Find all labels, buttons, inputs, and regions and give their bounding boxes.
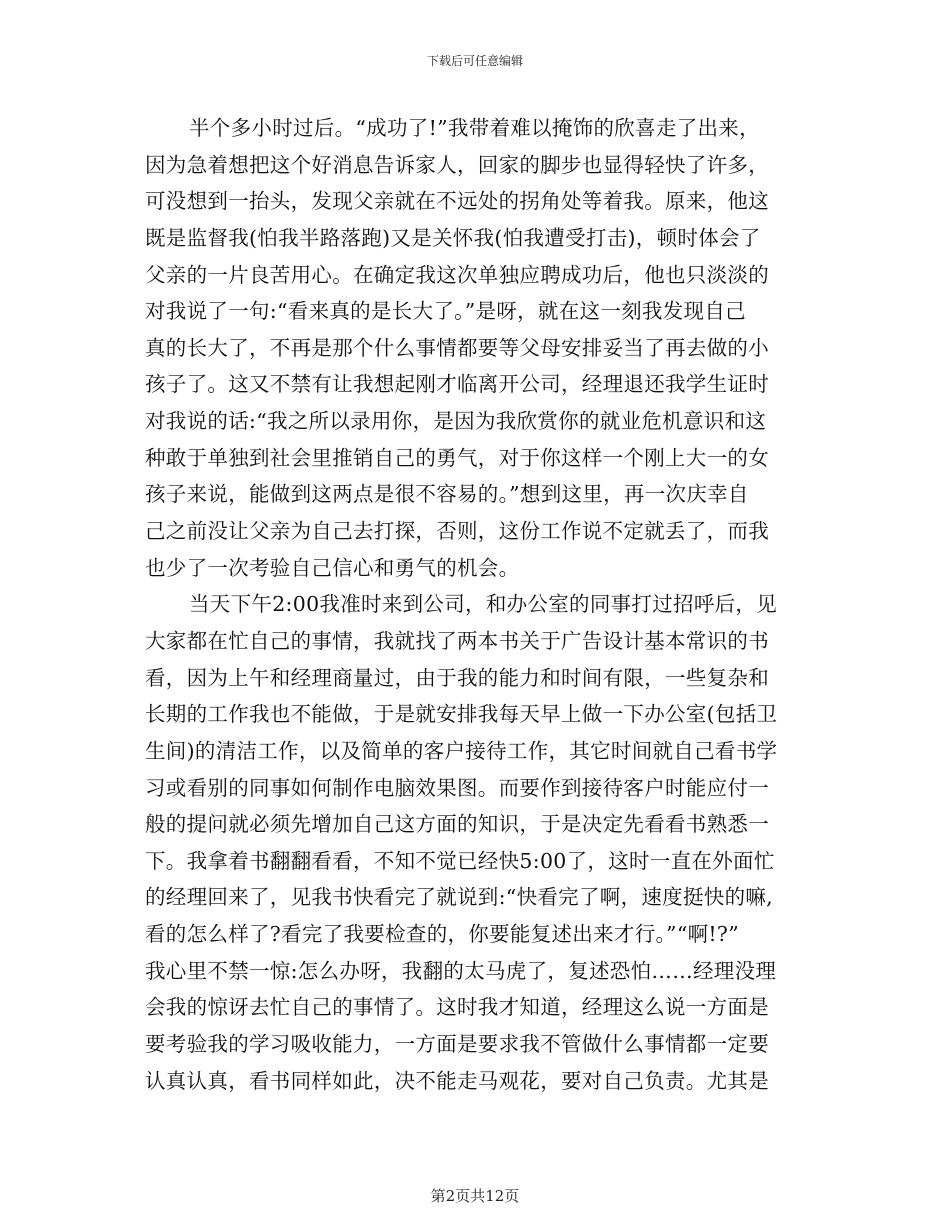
text-line: 大家都在忙自己的事情，我就找了两本书关于广告设计基本常识的书: [145, 628, 769, 653]
page-header: 下载后可任意编辑: [426, 54, 523, 68]
paragraph-2: [145, 586, 805, 1099]
text-line: 认真认真，看书同样如此，决不能走马观花，要对自己负责。尤其是: [145, 1068, 769, 1093]
text-line: 习或看别的同事如何制作电脑效果图。而要作到接待客户时能应付一: [145, 775, 769, 800]
text-line: 孩子来说，能做到这两点是很不容易的。”想到这里，再一次庆幸自: [145, 482, 749, 507]
text-line: 会我的惊讶去忙自己的事情了。这时我才知道，经理这么说一方面是: [145, 995, 769, 1020]
text-line: 己之前没让父亲为自己去打探，否则，这份工作说不定就丢了，而我: [145, 519, 769, 544]
text-line: 孩子了。这又不禁有让我想起刚才临离开公司，经理退还我学生证时: [145, 372, 769, 397]
text-line: 对我说的话:“我之所以录用你，是因为我欣赏你的就业危机意识和这: [145, 409, 767, 434]
text-line: 真的长大了，不再是那个什么事情都要等父母安排妥当了再去做的小: [145, 335, 769, 360]
text-line: 对我说了一句:“看来真的是长大了。”是呀，就在这一刻我发现自己: [145, 299, 746, 324]
text-line: 生间)的清洁工作，以及简单的客户接待工作，其它时间就自己看书学: [145, 738, 778, 763]
paragraph-1: [145, 110, 805, 586]
document-body: [145, 110, 805, 1099]
text-line: 我心里不禁一惊:怎么办呀，我翻的太马虎了，复述恐怕……经理没理: [145, 958, 777, 983]
text-line: 当天下午2:00我准时来到公司，和办公室的同事打过招呼后，见: [189, 592, 778, 617]
text-line: 也少了一次考验自己信心和勇气的机会。: [145, 555, 520, 580]
text-line: 看的怎么样了?看完了我要检查的，你要能复述出来才行。”“啊!?”: [145, 922, 740, 947]
text-line: 父亲的一片良苦用心。在确定我这次单独应聘成功后，他也只淡淡的: [145, 262, 769, 287]
text-line: 可没想到一抬头，发现父亲就在不远处的拐角处等着我。原来，他这: [145, 189, 769, 214]
text-line: 般的提问就必须先增加自己这方面的知识，于是决定先看看书熟悉一: [145, 812, 769, 837]
text-line: 看，因为上午和经理商量过，由于我的能力和时间有限，一些复杂和: [145, 665, 769, 690]
text-line: 既是监督我(怕我半路落跑)又是关怀我(怕我遭受打击)，顿时体会了: [145, 225, 761, 250]
page-number-footer: 第2页共12页: [430, 1187, 520, 1205]
text-line: 种敢于单独到社会里推销自己的勇气，对于你这样一个刚上大一的女: [145, 445, 769, 470]
text-line: 下。我拿着书翻翻看看，不知不觉已经快5:00了，这时一直在外面忙: [145, 848, 775, 873]
text-line: 半个多小时过后。“成功了!”我带着难以掩饰的欣喜走了出来，: [189, 116, 760, 140]
text-line: 要考验我的学习吸收能力，一方面是要求我不管做什么事情都一定要: [145, 1032, 769, 1057]
text-line: 因为急着想把这个好消息告诉家人，回家的脚步也显得轻快了许多，: [145, 152, 769, 177]
text-line: 长期的工作我也不能做，于是就安排我每天早上做一下办公室(包括卫: [145, 702, 778, 727]
text-line: 的经理回来了，见我书快看完了就说到:“快看完了啊，速度挺快的嘛,: [145, 885, 774, 910]
